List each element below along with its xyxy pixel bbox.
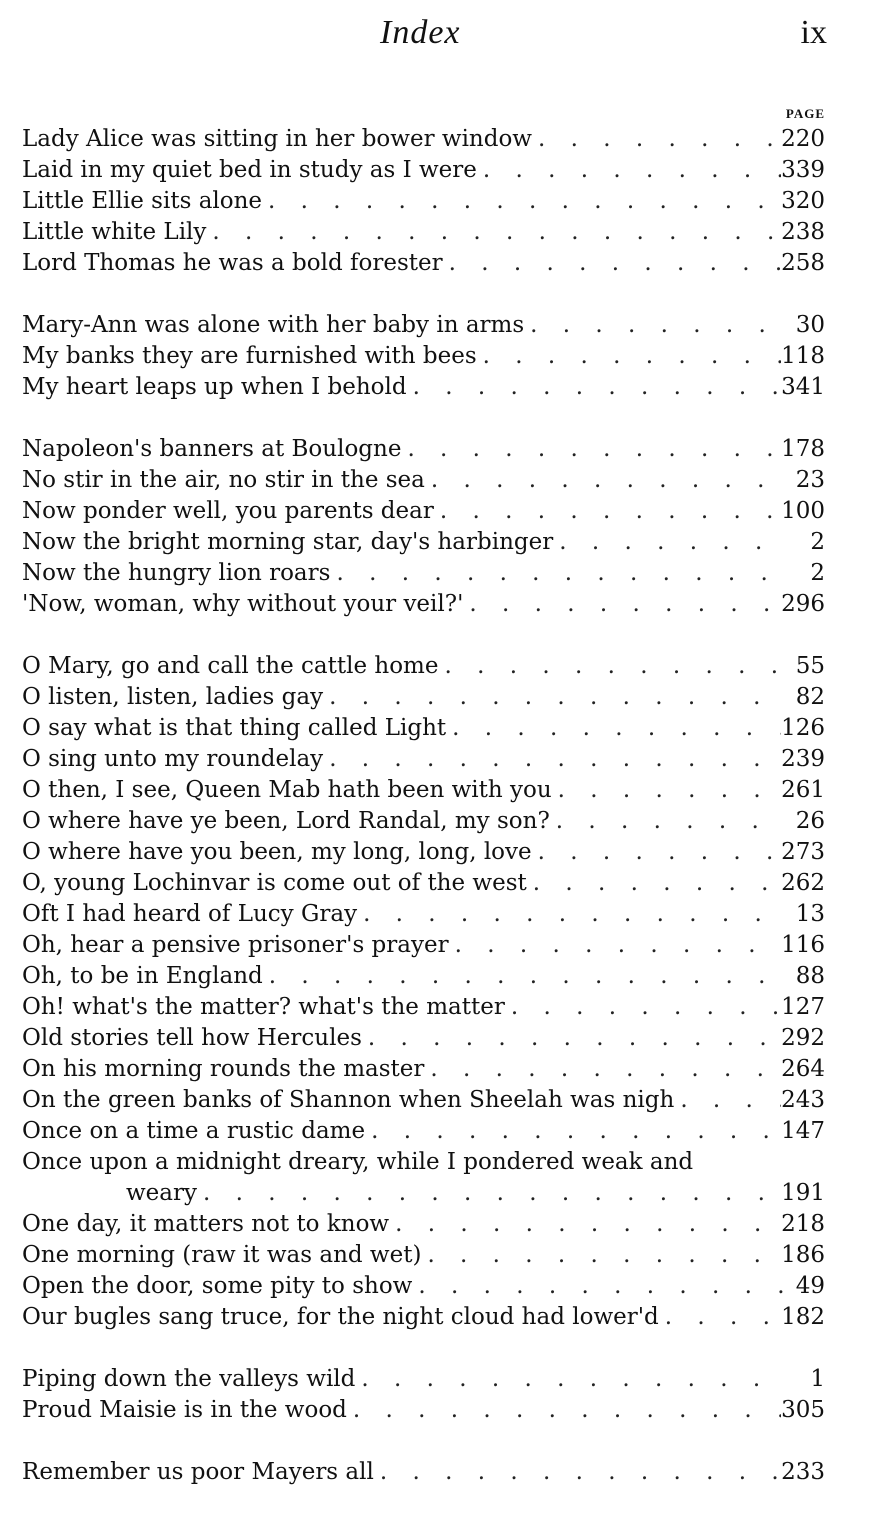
index-entry (22, 155, 825, 186)
entry-page-number: 186 (781, 1242, 825, 1268)
dot-leader (412, 1271, 783, 1302)
page-column-label: PAGE (785, 106, 825, 121)
index-group (22, 434, 825, 620)
entry-title: No stir in the air, no stir in the sea (22, 467, 425, 493)
entry-page-number: 341 (781, 374, 825, 400)
index-entry (22, 1054, 825, 1085)
entry-title: Oh! what's the matter? what's the matter (22, 994, 505, 1020)
dot-leader (477, 155, 781, 186)
entry-title: 'Now, woman, why without your veil?' (22, 591, 464, 617)
index-entry (22, 1271, 825, 1302)
entry-title: My banks they are furnished with bees (22, 343, 477, 369)
dot-leader (374, 1457, 781, 1488)
entry-page-number: 264 (781, 1056, 825, 1082)
entry-page-number: 261 (781, 777, 825, 803)
index-entry (22, 899, 825, 930)
dot-leader (674, 1085, 781, 1116)
entry-page-number: 320 (781, 188, 825, 214)
dot-leader (524, 310, 783, 341)
entry-page-number: 233 (781, 1459, 825, 1485)
entry-page-number: 220 (781, 126, 825, 152)
index-entry (22, 775, 825, 806)
dot-leader (505, 992, 781, 1023)
dot-leader (362, 1023, 781, 1054)
entry-title: Piping down the valleys wild (22, 1366, 356, 1392)
dot-leader (389, 1209, 781, 1240)
dot-leader (365, 1116, 781, 1147)
entry-title: Old stories tell how Hercules (22, 1025, 362, 1051)
index-entry (22, 1302, 825, 1333)
page-folio: ix (800, 14, 827, 51)
entry-page-number: 147 (781, 1118, 825, 1144)
dot-leader (401, 434, 781, 465)
dot-leader (527, 868, 781, 899)
entry-page-number: 273 (781, 839, 825, 865)
entry-page-number: 23 (795, 467, 825, 493)
index-entry (22, 465, 825, 496)
dot-leader (355, 1364, 783, 1395)
index-group (22, 310, 825, 403)
entry-title: Now ponder well, you parents dear (22, 498, 434, 524)
dot-leader (421, 1240, 781, 1271)
entry-page-number: 292 (781, 1025, 825, 1051)
entry-title: On his morning rounds the master (22, 1056, 425, 1082)
dot-leader (532, 124, 781, 155)
index-entry (22, 558, 825, 589)
entry-page-number: 191 (781, 1180, 825, 1206)
index-entry (22, 713, 825, 744)
entry-page-number: 305 (781, 1397, 825, 1423)
entry-page-number: 339 (781, 157, 825, 183)
index-entry (22, 992, 825, 1023)
index-entry (22, 527, 825, 558)
entry-title: Remember us poor Mayers all (22, 1459, 374, 1485)
entry-title: Napoleon's banners at Boulogne (22, 436, 402, 462)
entry-page-number: 243 (781, 1087, 825, 1113)
entry-page-number: 239 (781, 746, 825, 772)
dot-leader (552, 775, 781, 806)
index-entry (22, 806, 825, 837)
dot-leader (357, 899, 783, 930)
entry-page-number: 218 (781, 1211, 825, 1237)
dot-leader (425, 465, 783, 496)
index-entry (22, 1364, 825, 1395)
entry-page-number: 100 (781, 498, 825, 524)
index-group (22, 1364, 825, 1426)
index-entry (22, 372, 825, 403)
dot-leader (553, 527, 783, 558)
dot-leader (263, 961, 783, 992)
entry-page-number: 55 (795, 653, 825, 679)
entry-title: Now the bright morning star, day's harbinger (22, 529, 554, 555)
dot-leader (262, 186, 781, 217)
entry-page-number: 2 (810, 529, 825, 555)
entry-first-line: Once upon a midnight dreary, while I pondered weak and (22, 1149, 694, 1175)
entry-page-number: 2 (810, 560, 825, 586)
index-entry (22, 1209, 825, 1240)
dot-leader (438, 651, 783, 682)
entry-page-number: 26 (795, 808, 825, 834)
entry-title: Laid in my quiet bed in study as I were (22, 157, 477, 183)
entry-title: O then, I see, Queen Mab hath been with you (22, 777, 552, 803)
entry-title: Mary-Ann was alone with her baby in arms (22, 312, 525, 338)
index-entry (22, 310, 825, 341)
index-entry (22, 744, 825, 775)
entry-page-number: 296 (781, 591, 825, 617)
dot-leader (323, 744, 781, 775)
index-entry (22, 496, 825, 527)
index-entry (22, 434, 825, 465)
entry-title: O listen, listen, ladies gay (22, 684, 324, 710)
index-entry (22, 682, 825, 713)
entry-title: Little white Lily (22, 219, 207, 245)
entry-title: O where have ye been, Lord Randal, my son? (22, 808, 550, 834)
index-entry (22, 868, 825, 899)
entry-title: Once on a time a rustic dame (22, 1118, 366, 1144)
index-entry (22, 961, 825, 992)
dot-leader (449, 930, 782, 961)
entry-continuation-text: weary (126, 1180, 197, 1206)
entry-title: O sing unto my roundelay (22, 746, 324, 772)
entry-page-number: 126 (781, 715, 825, 741)
index-entry (22, 837, 825, 868)
index-group (22, 1457, 825, 1488)
dot-leader (550, 806, 783, 837)
index-entry (22, 186, 825, 217)
dot-leader (197, 1178, 781, 1209)
dot-leader (330, 558, 783, 589)
entry-page-number: 116 (781, 932, 825, 958)
entry-title: O, young Lochinvar is come out of the west (22, 870, 527, 896)
dot-leader (434, 496, 781, 527)
entry-title: On the green banks of Shannon when Sheelah was nigh (22, 1087, 675, 1113)
index-list (22, 124, 825, 1519)
index-entry (22, 930, 825, 961)
entry-page-number: 262 (781, 870, 825, 896)
entry-title: My heart leaps up when I behold (22, 374, 407, 400)
entry-page-number: 182 (781, 1304, 825, 1330)
index-entry (22, 1147, 825, 1178)
index-entry (22, 1116, 825, 1147)
entry-page-number: 88 (795, 963, 825, 989)
index-entry (22, 1085, 825, 1116)
dot-leader (477, 341, 781, 372)
entry-page-number: 258 (781, 250, 825, 276)
page-title: Index (380, 14, 461, 51)
dot-leader (463, 589, 781, 620)
index-entry (22, 248, 825, 279)
index-entry (22, 124, 825, 155)
index-entry (22, 1023, 825, 1054)
dot-leader (347, 1395, 781, 1426)
entry-title: Open the door, some pity to show (22, 1273, 413, 1299)
index-entry (22, 341, 825, 372)
index-entry (22, 1395, 825, 1426)
entry-page-number: 127 (781, 994, 825, 1020)
entry-page-number: 118 (781, 343, 825, 369)
entry-page-number: 13 (795, 901, 825, 927)
entry-title: One day, it matters not to know (22, 1211, 390, 1237)
index-entry (22, 651, 825, 682)
entry-page-number: 82 (795, 684, 825, 710)
entry-title: O where have you been, my long, long, love (22, 839, 532, 865)
entry-title: Now the hungry lion roars (22, 560, 331, 586)
entry-title: Lady Alice was sitting in her bower window (22, 126, 532, 152)
entry-title: Little Ellie sits alone (22, 188, 263, 214)
dot-leader (424, 1054, 781, 1085)
entry-title: Oh, hear a pensive prisoner's prayer (22, 932, 449, 958)
entry-title: O say what is that thing called Light (22, 715, 447, 741)
entry-page-number: 178 (781, 436, 825, 462)
entry-title: Proud Maisie is in the wood (22, 1397, 347, 1423)
entry-title: O Mary, go and call the cattle home (22, 653, 439, 679)
index-group (22, 124, 825, 279)
entry-page-number: 1 (810, 1366, 825, 1392)
index-entry (22, 1457, 825, 1488)
index-entry (22, 217, 825, 248)
entry-title: Oh, to be in England (22, 963, 263, 989)
dot-leader (446, 713, 781, 744)
dot-leader (659, 1302, 781, 1333)
dot-leader (206, 217, 781, 248)
entry-title: Lord Thomas he was a bold forester (22, 250, 443, 276)
entry-page-number: 30 (795, 312, 825, 338)
dot-leader (443, 248, 781, 279)
index-entry (22, 589, 825, 620)
dot-leader (532, 837, 781, 868)
entry-page-number: 49 (795, 1273, 825, 1299)
index-entry (22, 1240, 825, 1271)
entry-title: Oft I had heard of Lucy Gray (22, 901, 358, 927)
index-entry-continuation (22, 1178, 825, 1209)
entry-title: One morning (raw it was and wet) (22, 1242, 422, 1268)
dot-leader (407, 372, 781, 403)
entry-page-number: 238 (781, 219, 825, 245)
entry-title: Our bugles sang truce, for the night cloud had lower'd (22, 1304, 659, 1330)
page-header (0, 14, 885, 62)
dot-leader (323, 682, 783, 713)
index-group (22, 651, 825, 1333)
